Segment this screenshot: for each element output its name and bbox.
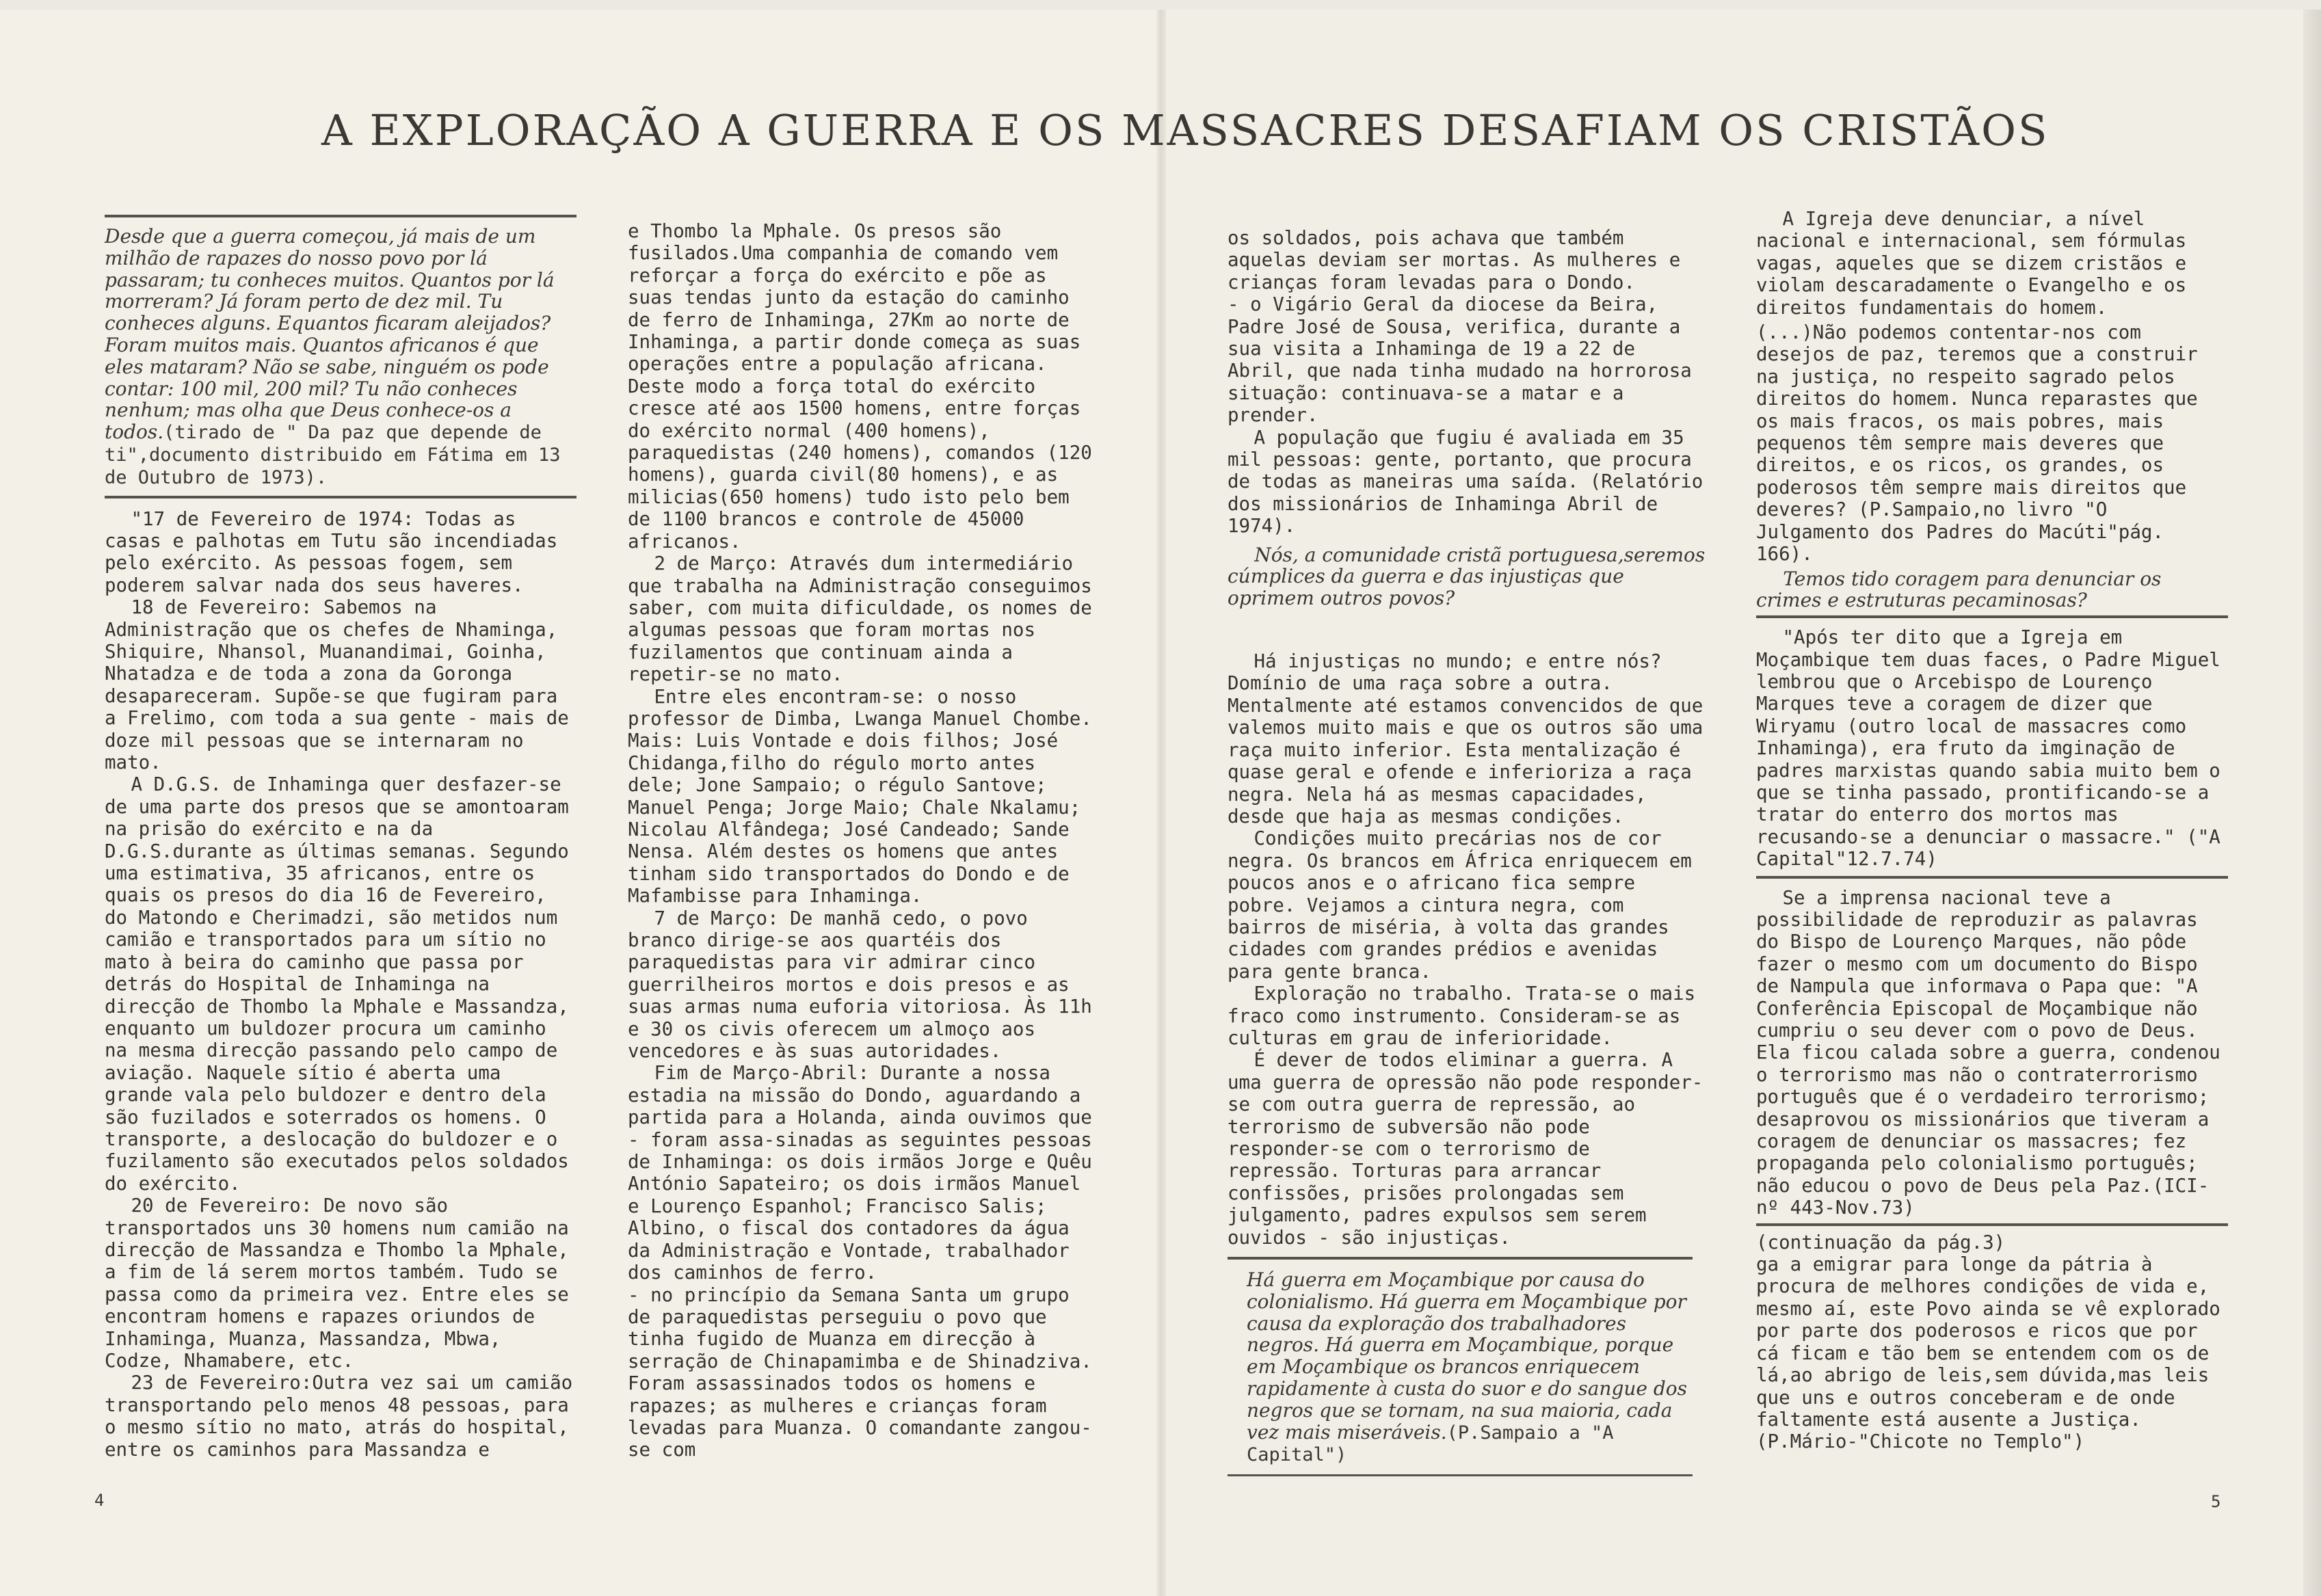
paragraph: Fim de Março-Abril: Durante a nossa estadia na missão do Dondo, aguardando a partida para a Holanda, ainda ouvimos que - foram assa-sinadas as seguintes pessoas de Inhaminga: os dois irmãos Jorge e Quêu António Sapateiro; os dois irmãos Manuel e Lourenço Espanhol; Francisco Salis; Albino, o fiscal dos contadores da água da Administração e Vontade, trabalhador dos caminhos de ferro. [628, 1062, 1092, 1284]
paragraph: - no princípio da Semana Santa um grupo de paraquedistas perseguiu o povo que tinha fugido de Muanza em direcção à serração de Chinapamimba e de Shinadziva. Foram assassinados todos os homens e rapazes; as mulheres e crianças foram levadas para Muanza. O comandante zangou-se com [628, 1284, 1092, 1461]
rule [1228, 1474, 1693, 1476]
war-quote: Há guerra em Moçambique por causa do colonialismo. Há guerra em Moçambique por causa da exploração dos trabalhadores negros. Há guerra em Moçambique, porque em Moçambique os brancos enriquecem rapidamente à custa do suor e do sangue dos negros que se tornam, na sua maioria, cada vez mais miseráveis. [1247, 1268, 1688, 1444]
paragraph: Exploração no trabalho. Trata-se o mais fraco como instrumento. Consideram-se as culturas em grau de inferioridade. [1228, 983, 1696, 1049]
paragraph: "17 de Fevereiro de 1974: Todas as casas e palhotas em Tutu são incendiadas pelo exército. As pessoas fogem, sem poderem salvar nada dos seus haveres. [105, 507, 558, 596]
column-3 [1228, 227, 1706, 1476]
war-quote-source: (P.Sampaio a "A Capital") [1247, 1422, 1614, 1466]
archbishop-quote: "Após ter dito que a Igreja em Moçambique tem duas faces, o Padre Miguel lembrou que o Arcebispo de Lourenço Marques teve a coragem de dizer que Wiryamu (outro local de massacres como Inhaminga), era fruto da imginação de padres marxistas quando sabia muito bem o que se tinha passado, prontificando-se a tratar do enterro dos mortos mas recusando-se a denunciar o massacre." ("A Capital"12.7.74) [1756, 626, 2220, 870]
paragraph: os soldados, pois achava que também aquelas deviam ser mortas. As mulheres e crianças foram levadas para o Dondo. [1228, 227, 1681, 293]
paragraph: 2 de Março: Através dum intermediário que trabalha na Administração conseguimos saber, com muita dificuldade, os nomes de algumas pessoas que foram mortas nos fuzilamentos que continuam ainda a repetir-se no mato. [628, 553, 1092, 686]
page-edge [2303, 10, 2321, 1596]
paragraph: - o Vigário Geral da diocese da Beira, Padre José de Sousa, verifica, durante a sua visita a Inhaminga de 19 a 22 de Abril, que nada tinha mudado na horrorosa situação: continuava-se a matar e a prender. [1228, 293, 1692, 427]
column-2 [628, 220, 1100, 1461]
intro-quote: Desde que a guerra começou, já mais de um milhão de rapazes do nosso povo por lá passaram; tu conheces muitos. Quantos por lá morreram? Já foram perto de dez mil. Tu conheces alguns. Equantos ficaram aleijados? Foram muitos mais. Quantos africanos é que eles mataram? Não se sabe, ninguém os pode contar: 100 mil, 200 mil? Tu não conheces nenhum; mas olha que Deus conhece-os a todos. [105, 225, 555, 444]
paragraph: Se a imprensa nacional teve a possibilidade de reproduzir as palavras do Bispo de Lourenço Marques, não pôde fazer o mesmo com um documento do Bispo de Nampula que informava o Papa que: "A Conferência Episcopal de Moçambique não cumpriu o seu dever com o povo de Deus. Ela ficou calada sobre a guerra, condenou o terrorismo mas não o contraterrorismo português que é o verdadeiro terrorismo; desaprovou os missionários que tiveram a coragem de denunciar os massacres; fez propaganda pelo colonialismo português; não educou o povo de Deus pela Paz.(ICI-nº 443-Nov.73) [1756, 886, 2220, 1219]
column-1 [105, 215, 576, 1461]
paragraph: A população que fugiu é avaliada em 35 mil pessoas: gente, portanto, que procura de todas as maneiras uma saída. (Relatório dos missionários de Inhaminga Abril de 1974). [1228, 426, 1703, 537]
question-portuguese-community: Nós, a comunidade cristã portuguesa,seremos cúmplices da guerra e das injustiças que oprimem outros povos? [1228, 543, 1706, 610]
continuation-label: (continuação da pág.3) [1756, 1231, 2006, 1253]
paragraph: É dever de todos eliminar a guerra. A uma guerra de opressão não pode responder-se com outra guerra de repressão, ao terrorismo de subversão não pode responder-se com o terrorismo de repressão. Torturas para arrancar confissões, prisões prolongadas sem julgamento, padres expulsos sem serem ouvidos - são injustiças. [1228, 1049, 1703, 1249]
paragraph: A Igreja deve denunciar, a nível nacional e internacional, sem fórmulas vagas, aqueles que se dizem cristãos e violam descaradamente o Evangelho e os direitos fundamentais do homem. [1756, 208, 2187, 319]
question-courage: Temos tido coragem para denunciar os crimes e estruturas pecaminosas? [1756, 567, 2162, 612]
intro-quote-box [105, 217, 576, 489]
column-4 [1756, 208, 2228, 1453]
page-fold [1156, 10, 1166, 1596]
intro-source: (tirado de " Da paz que depende de ti",documento distribuido em Fátima em 13 de Outubro de 1973). [105, 422, 561, 488]
continuation-source: (P.Mário-"Chicote no Templo") [1756, 1431, 2085, 1453]
paragraph: e Thombo la Mphale. Os presos são fusilados.Uma companhia de comando vem reforçar a força do exército e põe as suas tendas junto da estação do caminho de ferro de Inhaminga, 27Km ao norte de Inhaminga, a partir donde começa as suas operações entre a população africana. Deste modo a força total do exército cresce até aos 1500 homens, entre forças do exército normal (400 homens), paraquedistas (240 homens), comandos (120 homens), guarda civil(80 homens), e as milicias(650 homens) tudo isto pelo bem de 1100 brancos e controle de 45000 africanos. [628, 220, 1092, 553]
headline: A EXPLORAÇÃO A GUERRA E OS MASSACRES DESAFIAM OS CRISTÃOS [321, 105, 2050, 155]
magazine-spread [0, 10, 2321, 1596]
continuation-text: ga a emigrar para longe da pátria à procura de melhores condições de vida e, mesmo aí, este Povo ainda se vê explorado por parte dos poderosos e ricos que por cá ficam e tão bem se entendem com os de lá,ao abrigo de leis,sem dúvida,mas leis que uns e outros conceberam e de onde faltamente está ausente a Justiça. [1756, 1253, 2220, 1431]
paragraph: A D.G.S. de Inhaminga quer desfazer-se de uma parte dos presos que se amontoaram na prisão do exército e na da D.G.S.durante as últimas semanas. Segundo uma estimativa, 35 africanos, entre os quais os presos do dia 16 de Fevereiro, do Matondo e Cherimadzi, são metidos num camião e transportados para um sítio no mato à beira do caminho que passa por detrás do Hospital de Inhaminga na direcção de Thombo la Mphale e Massandza, enquanto um buldozer procura um caminho na mesma direcção passando pelo campo de aviação. Naquele sítio é aberta uma grande vala pelo buldozer e dentro dela são fuzilados e soterrados os homens. O transporte, a deslocação do buldozer e o fuzilamento são executados pelos soldados do exército. [105, 773, 569, 1195]
paragraph: Condições muito precárias nos de cor negra. Os brancos em África enriquecem em poucos anos e o africano fica sempre pobre. Vejamos a cintura negra, com bairros de miséria, à volta das grandes cidades com grandes prédios e avenidas para gente branca. [1228, 827, 1692, 983]
paragraph: (...)Não podemos contentar-nos com desejos de paz, teremos que a construir na justiça, no respeito sagrado pelos direitos do homem. Nunca reparastes que os mais fracos, os mais pobres, mais pequenos têm sempre mais deveres que direitos, e os ricos, os grandes, os poderosos têm sempre mais direitos que deveres? (P.Sampaio,no livro "O Julgamento dos Padres do Macúti"pág. 166). [1756, 321, 2198, 566]
page-number-right: 5 [2211, 1492, 2221, 1511]
paragraph: Entre eles encontram-se: o nosso professor de Dimba, Lwanga Manuel Chombe. Mais: Luis Vontade e dois filhos; José Chidanga,filho do régulo morto antes dele; Jone Sampaio; o régulo Santove; Manuel Penga; Jorge Maio; Chale Nkalamu; Nicolau Alfândega; José Candeado; Sande Nensa. Além destes os homens que antes tinham sido transportados do Dondo e de Mafambisse para Inhaminga. [628, 685, 1092, 907]
paragraph: 23 de Fevereiro:Outra vez sai um camião transportando pelo menos 48 pessoas, para o mesmo sítio no mato, atrás do hospital, entre os caminhos para Massandza e [105, 1372, 573, 1461]
paragraph: 20 de Fevereiro: De novo são transportados uns 30 homens num camião na direcção de Massandza e Thombo la Mphale, a fim de lá serem mortos também. Tudo se passa como da primeira vez. Entre eles se encontram homens e rapazes oriundos de Inhaminga, Muanza, Massandza, Mbwa, Codze, Nhamabere, etc. [105, 1195, 569, 1372]
paragraph: 7 de Março: De manhã cedo, o povo branco dirige-se aos quartéis dos paraquedistas para vir admirar cinco guerrilheiros mortos e dois presos e as suas armas numa euforia vitoriosa. Às 11h e 30 os civis oferecem um almoço aos vencedores e às suas autoridades. [628, 907, 1092, 1063]
paragraph: Há injustiças no mundo; e entre nós? Domínio de uma raça sobre a outra. Mentalmente até estamos convencidos de que valemos muito mais e que os outros são uma raça muito inferior. Esta mentalização é quase geral e ofende e inferioriza a raça negra. Nela há as mesmas capacidades, desde que haja as mesmas condições. [1228, 650, 1703, 827]
paragraph: 18 de Fevereiro: Sabemos na Administração que os chefes de Nhaminga, Shiquire, Nhansol, Muanandimai, Goinha, Nhatadza e de toda a zona da Goronga desapareceram. Supõe-se que fugiram para a Frelimo, com toda a sua gente - mais de doze mil pessoas que se internaram no mato. [105, 596, 569, 774]
page-number-left: 4 [94, 1491, 105, 1510]
war-quote-box [1228, 1260, 1706, 1469]
